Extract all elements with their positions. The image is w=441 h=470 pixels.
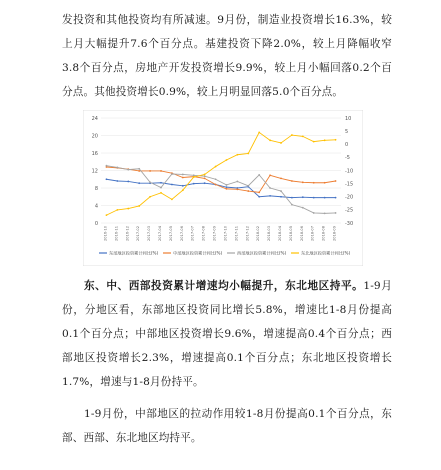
data-point [171, 198, 173, 200]
data-point [247, 185, 249, 187]
right-axis-tick-label: -30 [345, 220, 354, 227]
data-point [226, 159, 228, 161]
data-point [226, 188, 228, 190]
data-point [160, 170, 162, 172]
x-axis-tick-label: 2016-10 [103, 226, 108, 242]
data-point [335, 180, 337, 182]
data-point [127, 181, 129, 183]
data-point [171, 184, 173, 186]
paragraph-investment-slowdown: 发投资和其他投资均有所减速。9月份，制造业投资增长16.3%，较上月大幅提升7.6个百分点。基建投资下降2.0%，较上月降幅收窄3.8个百分点，房地产开发投资增长9.9%，较上月小幅回落0.2个百分点。其他投资增长0.9%，较上月明显回落5.0个百分点。 [62, 14, 392, 98]
data-point [138, 168, 140, 170]
data-point [302, 135, 304, 137]
left-axis-tick-label: 20 [91, 133, 98, 140]
section-body: 1-9月份，分地区看，东部地区投资同比增长5.8%，增速比1-8月份提高0.1个百分点；中部地区投资增长9.6%，增速提高0.4个百分点；西部地区投资增长2.3%，增速提高0.1个百分点；东北地区投资增长1.7%，增速与1-8月份持平。 [62, 280, 392, 388]
right-axis-tick-label: 0 [345, 142, 349, 149]
data-point [160, 192, 162, 194]
data-point [302, 196, 304, 198]
data-point [236, 188, 238, 190]
data-point [302, 207, 304, 209]
right-axis-tick-label: -20 [345, 194, 354, 201]
data-point [138, 205, 140, 207]
x-axis-tick-label: 2017-05 [168, 226, 173, 242]
data-point [313, 182, 315, 184]
data-point [204, 174, 206, 176]
left-axis-tick-label: 4 [94, 203, 98, 210]
data-point [236, 181, 238, 183]
data-point [258, 191, 260, 193]
right-axis-tick-label: -15 [345, 181, 354, 188]
data-point [160, 182, 162, 184]
x-axis-tick-label: 2017-09 [212, 226, 217, 242]
data-point [182, 185, 184, 187]
x-axis-tick-label: 2017-12 [245, 226, 250, 242]
data-point [193, 174, 195, 176]
x-axis-tick-label: 2018-06 [299, 226, 304, 242]
section-heading: 东、中、西部投资累计增速均小幅提升，东北地区持平。 [84, 280, 364, 292]
data-point [269, 174, 271, 176]
data-point [291, 180, 293, 182]
data-point [226, 184, 228, 186]
x-axis-tick-label: 2017-03 [147, 226, 152, 242]
data-point [324, 139, 326, 141]
data-point [335, 212, 337, 214]
data-point [291, 204, 293, 206]
x-axis-tick-label: 2018-02 [256, 226, 261, 242]
data-point [269, 139, 271, 141]
data-point [106, 214, 108, 216]
data-point [247, 190, 249, 192]
right-axis-tick-label: -25 [345, 207, 354, 214]
data-point [324, 182, 326, 184]
x-axis-tick-label: 2018-03 [267, 226, 272, 242]
paragraph-regional-contribution: 1-9月份，中部地区的拉动作用较1-8月份提高0.1个百分点，东部、西部、东北地区均持平。 [62, 408, 392, 444]
data-point [269, 195, 271, 197]
x-axis-tick-label: 2016-12 [125, 226, 130, 242]
data-point [280, 177, 282, 179]
data-point [302, 181, 304, 183]
data-point [106, 178, 108, 180]
data-point [160, 187, 162, 189]
data-point [193, 183, 195, 185]
data-point [204, 177, 206, 179]
x-axis-tick-label: 2018-04 [278, 226, 282, 242]
x-axis-tick-label: 2017-08 [201, 226, 206, 242]
data-point [258, 132, 260, 134]
right-axis-tick-label: -5 [345, 155, 350, 162]
data-point [116, 209, 118, 211]
legend-label: 东北地区投资累计同比(%) [301, 250, 351, 256]
data-point [171, 173, 173, 175]
data-point [106, 165, 108, 167]
left-axis-tick-label: 16 [91, 150, 98, 157]
data-point [116, 167, 118, 169]
data-point [149, 181, 151, 183]
data-point [291, 197, 293, 199]
data-point [215, 184, 217, 186]
data-point [324, 197, 326, 199]
x-axis-tick-label: 2017-10 [223, 226, 228, 242]
data-point [258, 174, 260, 176]
data-point [182, 177, 184, 179]
data-point [204, 175, 206, 177]
left-axis-tick-label: 24 [91, 115, 98, 122]
x-axis-tick-label: 2017-06 [179, 226, 184, 242]
legend-label: 中部地区投资累计同比(%) [173, 250, 223, 256]
data-point [138, 170, 140, 172]
legend-label: 东部地区投资累计同比(%) [109, 250, 159, 256]
x-axis-tick-label: 2017-02 [136, 226, 141, 242]
data-point [324, 212, 326, 214]
data-point [182, 174, 184, 176]
right-axis-tick-label: 5 [345, 128, 349, 135]
data-point [116, 180, 118, 182]
data-point [313, 197, 315, 199]
section-paragraph [62, 274, 392, 394]
data-point [291, 134, 293, 136]
left-axis-tick-label: 0 [94, 220, 98, 227]
right-axis-tick-label: 10 [345, 115, 352, 122]
left-axis-tick-label: 8 [94, 185, 98, 192]
x-axis-tick-label: 2018-07 [310, 226, 315, 242]
data-point [280, 196, 282, 198]
data-point [149, 170, 151, 172]
x-axis-tick-label: 2016-11 [114, 226, 119, 242]
right-axis-tick-label: -10 [345, 168, 354, 175]
data-point [269, 187, 271, 189]
data-point [182, 189, 184, 191]
data-point [335, 197, 337, 199]
legend-label: 西部地区投资累计同比(%) [237, 250, 287, 256]
data-point [313, 141, 315, 143]
x-axis-tick-label: 2018-08 [321, 225, 326, 242]
data-point [138, 182, 140, 184]
data-point [226, 186, 228, 188]
x-axis-tick-label: 2018-09 [332, 226, 337, 242]
data-point [247, 153, 249, 155]
data-point [258, 196, 260, 198]
x-axis-tick-label: 2017-11 [234, 226, 239, 242]
data-point [215, 166, 217, 168]
data-point [149, 196, 151, 198]
data-point [335, 139, 337, 141]
left-axis-tick-label: 12 [91, 168, 98, 175]
data-point [193, 176, 195, 178]
x-axis-tick-label: 2017-07 [190, 226, 195, 242]
data-point [280, 190, 282, 192]
data-point [280, 142, 282, 144]
data-point [215, 178, 217, 180]
data-point [313, 212, 315, 214]
x-axis-tick-label: 2017-04 [158, 226, 162, 242]
data-point [127, 208, 129, 210]
data-point [236, 154, 238, 156]
regional-investment-line-chart [83, 110, 363, 266]
data-point [204, 182, 206, 184]
x-axis-tick-label: 2018-05 [288, 226, 293, 242]
data-point [127, 169, 129, 171]
